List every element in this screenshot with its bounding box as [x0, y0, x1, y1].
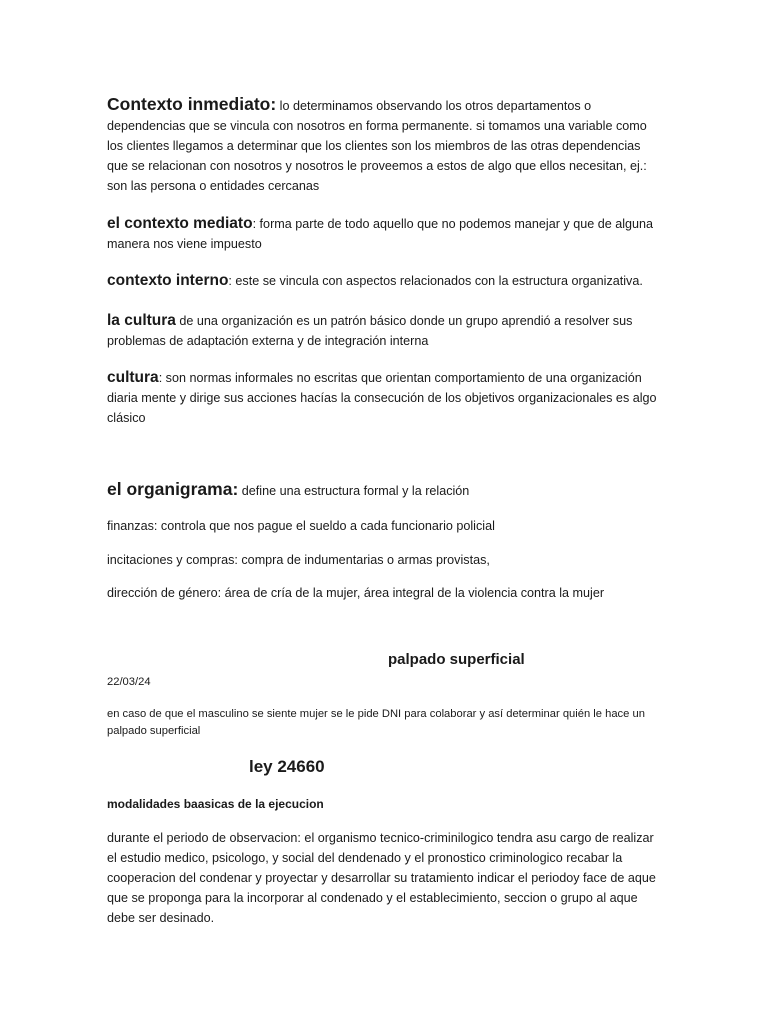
department-finanzas: finanzas: controla que nos pague el sueldo a cada funcionario policial: [107, 519, 495, 533]
paragraph-organigrama: [107, 479, 663, 501]
term-contexto-interno: contexto interno: [107, 272, 229, 289]
paragraph-contexto-interno: [107, 271, 663, 291]
term-la-cultura: la cultura: [107, 312, 176, 329]
paragraph-periodo-observacion: durante el periodo de observacion: el organismo tecnico-criminilogico tendra asu cargo de realizar el estudio medico, psicologo, y social del dendenado y el pronostico criminologico recabar la cooperacion del condenar y proyectar y desarrollar su tratamiento indicar el periodoy face de aque que se proponga para la incorporar al condenado y el establecimiento, seccion o grupo al aque debe ser desinado.: [107, 831, 656, 925]
paragraph-cultura: [107, 368, 663, 428]
definition-cultura: : son normas informales no escritas que orientan comportamiento de una organización diaria mente y dirige sus acciones hacías la consecución de los objetivos organizacionales es algo clásico: [107, 371, 657, 425]
definition-contexto-inmediato: lo determinamos observando los otros departamentos o dependencias que se vincula con nosotros en forma permanente. si tomamos una variable como los clientes llegamos a determinar que los clientes son los miembros de las otras dependencias que se relacionan con nosotros y nosotros le proveemos a estos de algo que ellos necesitan, ej.: son las persona o entidades cercanas: [107, 99, 647, 193]
definition-la-cultura: de una organización es un patrón básico donde un grupo aprendió a resolver sus problemas de adaptación externa y de integración interna: [107, 314, 633, 348]
paragraph-contexto-inmediato: [107, 94, 663, 196]
definition-organigrama: define una estructura formal y la relación: [238, 484, 470, 498]
heading-palpado-superficial: palpado superficial: [388, 651, 525, 668]
paragraph-la-cultura: [107, 311, 663, 351]
paragraph-contexto-mediato: [107, 214, 663, 254]
definition-contexto-interno: : este se vincula con aspectos relacionados con la estructura organizativa.: [228, 274, 643, 288]
term-contexto-inmediato: Contexto inmediato:: [107, 94, 277, 114]
term-cultura: cultura: [107, 369, 159, 386]
department-genero: dirección de género: área de cría de la mujer, área integral de la violencia contra la mujer: [107, 586, 605, 600]
paragraph-palpado: en caso de que el masculino se siente mujer se le pide DNI para colaborar y así determinar quién le hace un palpado superficial: [107, 708, 645, 737]
heading-ley: ley 24660: [249, 757, 325, 776]
subheading-modalidades: modalidades baasicas de la ejecucion: [107, 797, 324, 811]
definition-contexto-mediato: : forma parte de todo aquello que no podemos manejar y que de alguna manera nos viene impuesto: [107, 217, 654, 251]
date-label: 22/03/24: [107, 676, 151, 688]
term-contexto-mediato: el contexto mediato: [107, 215, 253, 232]
department-compras: incitaciones y compras: compra de indumentarias o armas provistas,: [107, 553, 490, 567]
term-organigrama: el organigrama:: [107, 479, 239, 499]
